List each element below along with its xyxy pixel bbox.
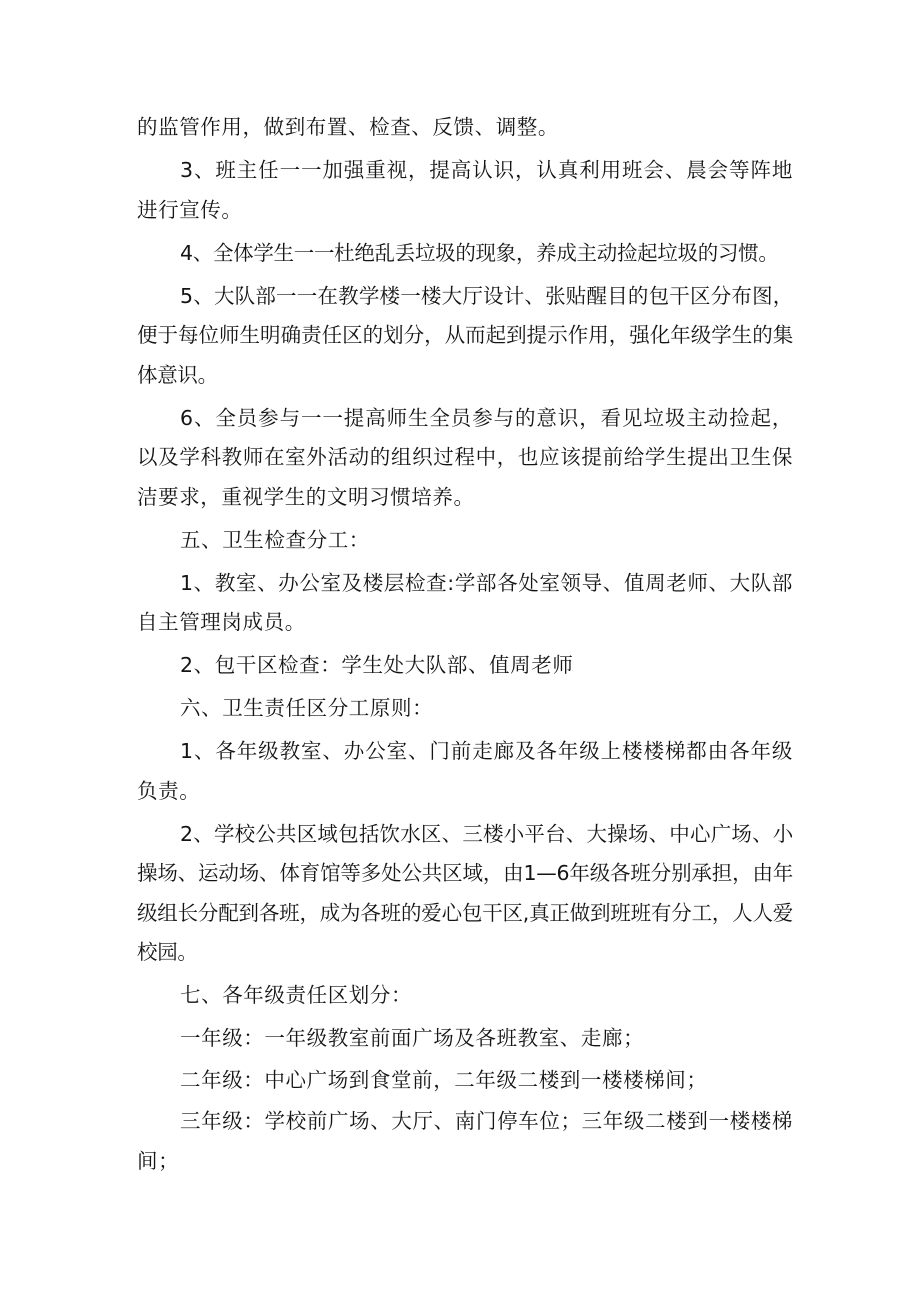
paragraph-grade-1: 一年级：一年级教室前面广场及各班教室、走廊； xyxy=(180,1026,645,1050)
paragraph-check-2: 2、包干区检查：学生处大队部、值周老师 xyxy=(180,653,574,677)
paragraph-item-5: 5、大队部一一在教学楼一楼大厅设计、张贴醒目的包干区分布图，便于每位师生明确责任区的划分，从而起到提示作用，强化年级学生的集体意识。 xyxy=(137,283,793,387)
section-heading-7: 七、各年级责任区划分： xyxy=(180,983,413,1007)
paragraph-item-6: 6、全员参与一一提高师生全员参与的意识，看见垃圾主动捡起，以及学科教师在室外活动的组织过程中，也应该提前给学生提出卫生保洁要求，重视学生的文明习惯培养。 xyxy=(137,405,793,509)
section-heading-5: 五、卫生检查分工： xyxy=(180,527,370,552)
paragraph-principle-2: 2、学校公共区域包括饮水区、三楼小平台、大操场、中心广场、小操场、运动场、体育馆等多处公共区域，由1—6年级各班分别承担，由年级组长分配到各班，成为各班的爱心包干区,真正做到班班有分工，人人爱校园。 xyxy=(137,821,793,964)
paragraph-principle-1: 1、各年级教室、办公室、门前走廊及各年级上楼楼梯都由各年级负责。 xyxy=(137,739,793,803)
paragraph-item-3: 3、班主任一一加强重视，提高认识，认真利用班会、晨会等阵地进行宣传。 xyxy=(137,158,793,222)
paragraph-continuation: 的监管作用，做到布置、检查、反馈、调整。 xyxy=(137,115,559,139)
paragraph-grade-2: 二年级：中心广场到食堂前，二年级二楼到一楼楼梯间； xyxy=(180,1067,708,1092)
section-heading-6: 六、卫生责任区分工原则： xyxy=(180,696,434,720)
paragraph-item-4: 4、全体学生一一杜绝乱丢垃圾的现象，养成主动捡起垃圾的习惯。 xyxy=(180,240,779,265)
paragraph-grade-3: 三年级：学校前广场、大厅、南门停车位；三年级二楼到一楼楼梯间； xyxy=(137,1109,793,1173)
paragraph-check-1: 1、教室、办公室及楼层检查:学部各处室领导、值周老师、大队部自主管理岗成员。 xyxy=(137,570,793,634)
document-body xyxy=(137,108,793,1185)
